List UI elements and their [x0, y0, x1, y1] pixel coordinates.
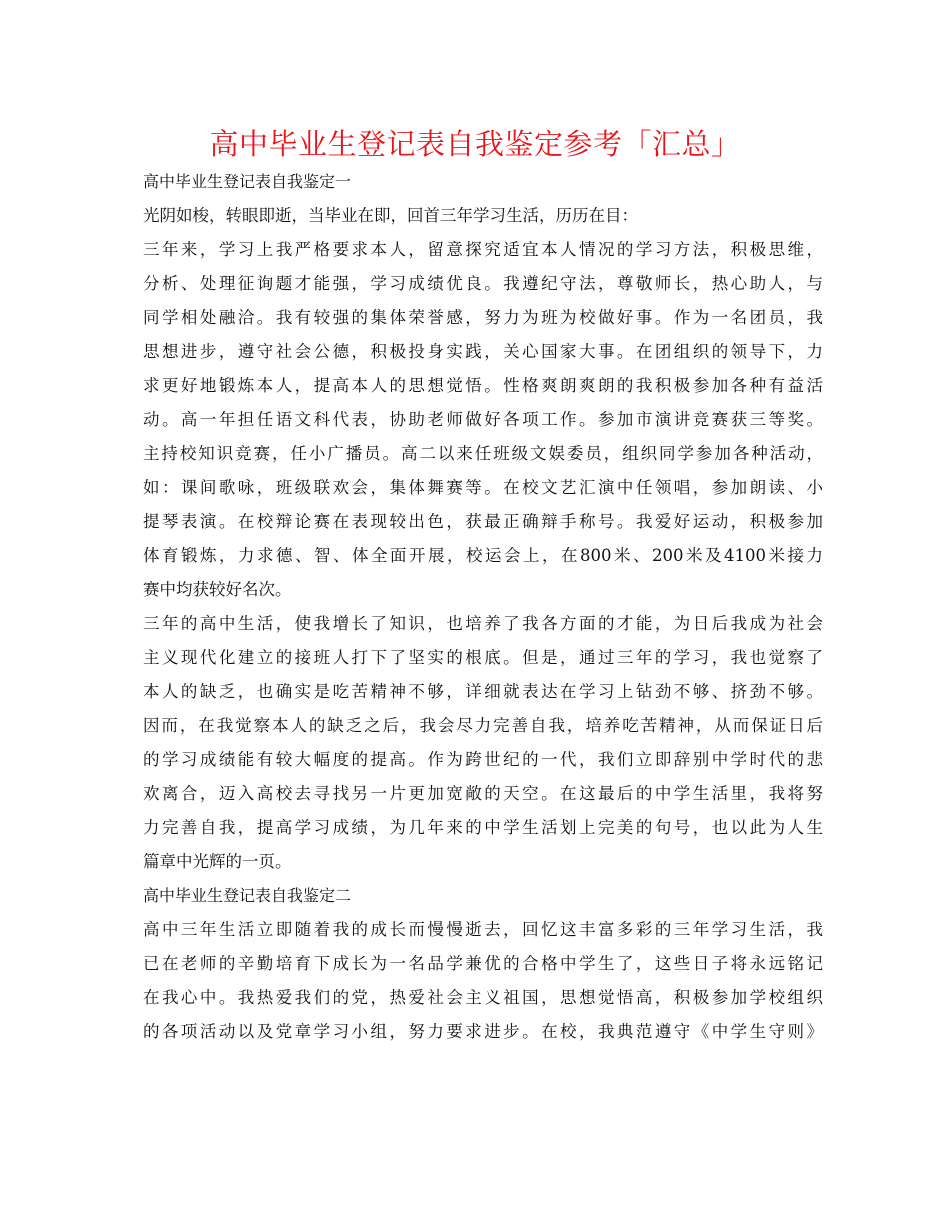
paragraph-line: 提琴表演。在校辩论赛在表现较出色，获最正确辩手称号。我爱好运动，积极参加: [143, 512, 823, 531]
paragraph-line: 同学相处融洽。我有较强的集体荣誉感，努力为班为校做好事。作为一名团员，我: [143, 308, 823, 327]
paragraph-line: 本人的缺乏，也确实是吃苦精神不够，详细就表达在学习上钻劲不够、挤劲不够。: [143, 682, 823, 701]
paragraph-line: 高中三年生活立即随着我的成长而慢慢逝去，回忆这丰富多彩的三年学习生活，我: [143, 920, 823, 939]
paragraph-line: 篇章中光辉的一页。: [143, 852, 292, 871]
paragraph-line: 欢离合，迈入高校去寻找另一片更加宽敞的天空。在这最后的中学生活里，我将努: [143, 784, 823, 803]
paragraph-line: 赛中均获较好名次。: [143, 580, 292, 599]
paragraph-line: 主义现代化建立的接班人打下了坚实的根底。但是，通过三年的学习，我也觉察了: [143, 648, 823, 667]
paragraph-line: 动。高一年担任语文科代表，协助老师做好各项工作。参加市演讲竞赛获三等奖。: [143, 410, 823, 429]
paragraph-line: 分析、处理征询题才能强，学习成绩优良。我遵纪守法，尊敬师长，热心助人，与: [143, 274, 823, 293]
section-heading: 高中毕业生登记表自我鉴定二: [143, 886, 352, 905]
paragraph-line: 思想进步，遵守社会公德，积极投身实践，关心国家大事。在团组织的领导下，力: [143, 342, 823, 361]
paragraph-line: 因而，在我觉察本人的缺乏之后，我会尽力完善自我，培养吃苦精神，从而保证日后: [143, 716, 823, 735]
paragraph-line: 力完善自我，提高学习成绩，为几年来的中学生活划上完美的句号，也以此为人生: [143, 818, 823, 837]
document-body: [143, 165, 823, 1049]
paragraph-line: 的各项活动以及党章学习小组，努力要求进步。在校，我典范遵守《中学生守则》: [143, 1022, 823, 1041]
section-heading: 高中毕业生登记表自我鉴定一: [143, 172, 352, 191]
paragraph-line: 光阴如梭，转眼即逝，当毕业在即，回首三年学习生活，历历在目：: [143, 206, 638, 225]
paragraph-line: 求更好地锻炼本人，提高本人的思想觉悟。性格爽朗爽朗的我积极参加各种有益活: [143, 376, 823, 395]
paragraph-line: 如：课间歌咏，班级联欢会，集体舞赛等。在校文艺汇演中任领唱，参加朗读、小: [143, 478, 823, 497]
paragraph-line: 三年的高中生活，使我增长了知识，也培养了我各方面的才能，为日后我成为社会: [143, 614, 823, 633]
paragraph-line: 三年来，学习上我严格要求本人，留意探究适宜本人情况的学习方法，积极思维，: [143, 240, 823, 259]
paragraph-line: 体育锻炼，力求德、智、体全面开展，校运会上，在800米、200米及4100米接力: [143, 546, 823, 565]
paragraph-line: 的学习成绩能有较大幅度的提高。作为跨世纪的一代，我们立即辞别中学时代的悲: [143, 750, 823, 769]
paragraph-line: 在我心中。我热爱我们的党，热爱社会主义祖国，思想觉悟高，积极参加学校组织: [143, 988, 823, 1007]
document-title: 高中毕业生登记表自我鉴定参考「汇总」: [209, 127, 741, 161]
paragraph-line: 主持校知识竞赛，任小广播员。高二以来任班级文娱委员，组织同学参加各种活动，: [143, 444, 823, 463]
paragraph-line: 已在老师的辛勤培育下成长为一名品学兼优的合格中学生了，这些日子将永远铭记: [143, 954, 823, 973]
